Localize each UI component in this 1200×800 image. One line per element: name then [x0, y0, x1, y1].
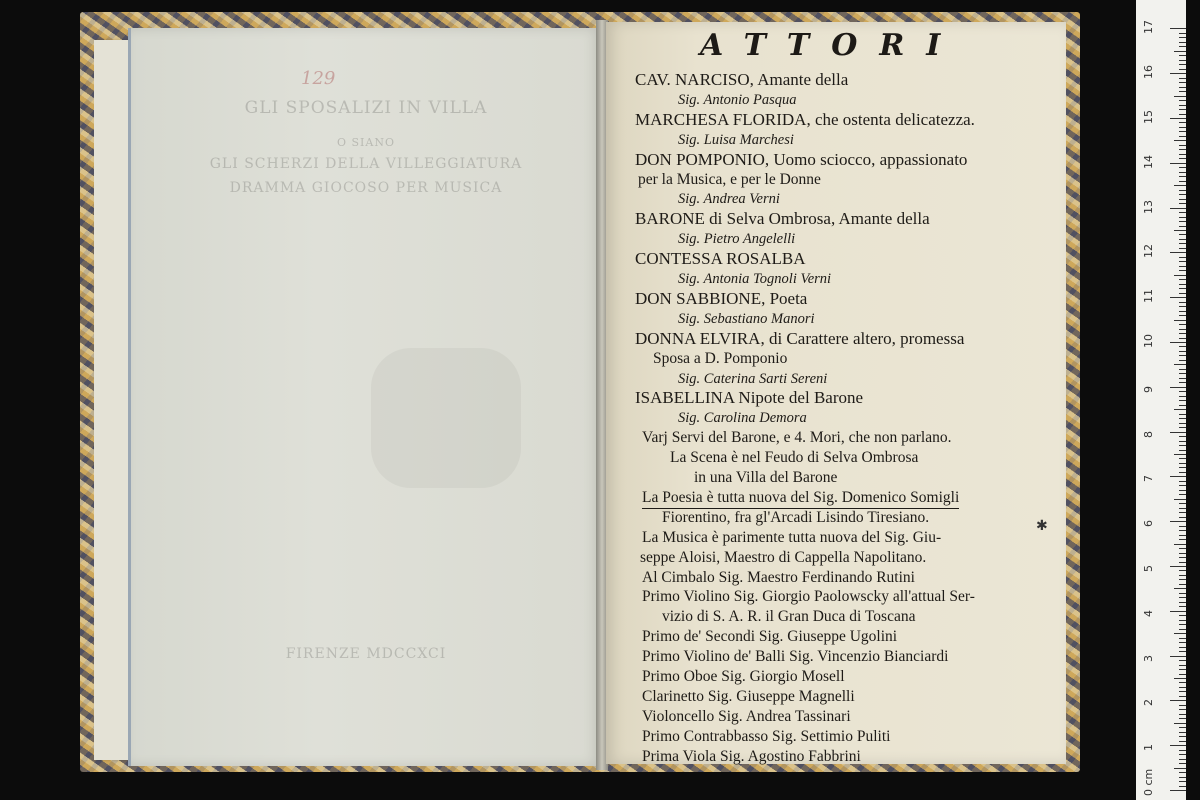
ruler-minor-tick: [1174, 96, 1186, 97]
ruler-label: 11: [1142, 289, 1155, 304]
ruler-minor-tick: [1179, 763, 1186, 764]
cast-line-note: Varj Servi del Barone, e 4. Mori, che non parlano.: [642, 429, 952, 447]
cast-line-role: BARONE di Selva Ombrosa, Amante della: [635, 209, 930, 229]
cast-line-orch: Prima Viola Sig. Agostino Fabbrini: [642, 747, 861, 765]
ruler-minor-tick: [1179, 557, 1186, 558]
ruler-minor-tick: [1179, 149, 1186, 150]
ruler-minor-tick: [1179, 333, 1186, 334]
ruler-minor-tick: [1179, 418, 1186, 419]
ruler-minor-tick: [1174, 320, 1186, 321]
ruler-minor-tick: [1179, 535, 1186, 536]
cast-line-role: DON SABBIONE, Poeta: [635, 288, 808, 308]
cast-line-actor: Sig. Caterina Sarti Sereni: [678, 370, 828, 387]
ruler-minor-tick: [1179, 391, 1186, 392]
ruler-label: 1: [1142, 744, 1155, 752]
show-through-imprint: FIRENZE MDCCXCI: [285, 646, 447, 662]
ruler-major-tick: [1170, 700, 1186, 701]
cast-line-note: Fiorentino, fra gl'Arcadi Lisindo Tiresiano.: [662, 508, 930, 526]
ruler-minor-tick: [1179, 257, 1186, 258]
ruler-label: 0 cm: [1142, 768, 1155, 796]
ruler-minor-tick: [1179, 382, 1186, 383]
ruler-minor-tick: [1179, 718, 1186, 719]
ruler-label: 9: [1142, 385, 1155, 393]
ruler-minor-tick: [1179, 100, 1186, 101]
ruler-minor-tick: [1179, 423, 1186, 424]
ruler-minor-tick: [1179, 414, 1186, 415]
cast-line-actor: Sig. Antonio Pasqua: [678, 91, 797, 108]
ruler-minor-tick: [1179, 647, 1186, 648]
ruler-major-tick: [1170, 73, 1186, 74]
ruler-minor-tick: [1174, 633, 1186, 634]
show-through-line: O SIANO: [337, 136, 395, 149]
ruler-minor-tick: [1179, 584, 1186, 585]
ruler-minor-tick: [1174, 454, 1186, 455]
cast-line-actor: Sig. Andrea Verni: [678, 191, 780, 208]
ruler-minor-tick: [1179, 315, 1186, 316]
ruler-minor-tick: [1179, 55, 1186, 56]
ruler-minor-tick: [1179, 682, 1186, 683]
ruler-minor-tick: [1174, 409, 1186, 410]
ruler-minor-tick: [1179, 378, 1186, 379]
ruler-minor-tick: [1179, 709, 1186, 710]
show-through-emblem: [371, 348, 521, 488]
ruler-minor-tick: [1179, 485, 1186, 486]
ruler-minor-tick: [1179, 490, 1186, 491]
ruler-minor-tick: [1179, 629, 1186, 630]
ruler-minor-tick: [1179, 60, 1186, 61]
measuring-ruler: [1136, 0, 1186, 800]
ruler-minor-tick: [1179, 69, 1186, 70]
ruler-label: 5: [1142, 565, 1155, 572]
ruler-minor-tick: [1179, 64, 1186, 65]
ruler-minor-tick: [1179, 691, 1186, 692]
ruler-minor-tick: [1179, 481, 1186, 482]
ruler-minor-tick: [1179, 427, 1186, 428]
ruler-major-tick: [1170, 252, 1186, 253]
left-page: [128, 28, 601, 766]
ruler-major-tick: [1170, 790, 1186, 791]
ruler-minor-tick: [1179, 306, 1186, 307]
ruler-minor-tick: [1179, 539, 1186, 540]
cast-line-role: DONNA ELVIRA, di Carattere altero, promessa: [635, 328, 965, 348]
ruler-minor-tick: [1179, 777, 1186, 778]
ruler-minor-tick: [1179, 508, 1186, 509]
ruler-minor-tick: [1179, 548, 1186, 549]
ruler-minor-tick: [1179, 732, 1186, 733]
ruler-minor-tick: [1179, 445, 1186, 446]
ruler-minor-tick: [1179, 199, 1186, 200]
ruler-minor-tick: [1179, 329, 1186, 330]
ruler-label: 17: [1142, 20, 1155, 35]
ruler-minor-tick: [1179, 674, 1186, 675]
ruler-minor-tick: [1179, 302, 1186, 303]
ruler-minor-tick: [1179, 234, 1186, 235]
ruler-minor-tick: [1179, 373, 1186, 374]
cast-line-actor: Sig. Pietro Angelelli: [678, 231, 796, 248]
ruler-minor-tick: [1179, 248, 1186, 249]
ruler-minor-tick: [1179, 651, 1186, 652]
margin-star: ✱: [1036, 518, 1048, 534]
ruler-minor-tick: [1179, 266, 1186, 267]
cast-line-role: ISABELLINA Nipote del Barone: [635, 388, 864, 408]
ruler-major-tick: [1170, 432, 1186, 433]
cast-line-orch: Al Cimbalo Sig. Maestro Ferdinando Rutini: [642, 568, 915, 586]
cast-line-actor: Sig. Sebastiano Manori: [678, 310, 815, 327]
ruler-minor-tick: [1179, 405, 1186, 406]
ruler-minor-tick: [1179, 221, 1186, 222]
ruler-minor-tick: [1179, 494, 1186, 495]
ruler-minor-tick: [1179, 109, 1186, 110]
ruler-minor-tick: [1179, 288, 1186, 289]
show-through-line: GLI SCHERZI DELLA VILLEGGIATURA: [209, 156, 523, 172]
ruler-major-tick: [1170, 745, 1186, 746]
ruler-minor-tick: [1179, 781, 1186, 782]
ruler-minor-tick: [1179, 127, 1186, 128]
ruler-label: 12: [1142, 244, 1155, 259]
ruler-minor-tick: [1174, 140, 1186, 141]
ruler-minor-tick: [1179, 754, 1186, 755]
ruler-minor-tick: [1179, 665, 1186, 666]
ruler-minor-tick: [1179, 638, 1186, 639]
ruler-minor-tick: [1179, 172, 1186, 173]
ruler-minor-tick: [1174, 768, 1186, 769]
ruler-minor-tick: [1179, 243, 1186, 244]
ruler-minor-tick: [1179, 145, 1186, 146]
ruler-minor-tick: [1179, 261, 1186, 262]
ruler-minor-tick: [1179, 154, 1186, 155]
ruler-minor-tick: [1179, 467, 1186, 468]
cast-line-actor: Sig. Carolina Demora: [678, 410, 807, 427]
ruler-major-tick: [1170, 28, 1186, 29]
ruler-minor-tick: [1179, 42, 1186, 43]
ruler-minor-tick: [1179, 239, 1186, 240]
ruler-minor-tick: [1179, 158, 1186, 159]
cast-line-orch: vizio di S. A. R. il Gran Duca di Toscana: [662, 608, 916, 626]
ruler-minor-tick: [1174, 364, 1186, 365]
ruler-minor-tick: [1179, 338, 1186, 339]
ruler-minor-tick: [1179, 311, 1186, 312]
ruler-minor-tick: [1179, 553, 1186, 554]
ruler-minor-tick: [1179, 87, 1186, 88]
ruler-minor-tick: [1179, 194, 1186, 195]
cast-line-note: La Musica è parimente tutta nuova del Sig. Giu-: [642, 528, 942, 546]
ruler-minor-tick: [1179, 597, 1186, 598]
ruler-minor-tick: [1179, 167, 1186, 168]
ruler-major-tick: [1170, 656, 1186, 657]
ruler-minor-tick: [1179, 727, 1186, 728]
ruler-minor-tick: [1179, 217, 1186, 218]
cast-line-cont: Sposa a D. Pomponio: [653, 349, 788, 367]
cast-line-actor: Sig. Antonia Tognoli Verni: [678, 271, 832, 287]
ruler-label: 10: [1142, 334, 1155, 348]
ruler-major-tick: [1170, 566, 1186, 567]
ruler-minor-tick: [1179, 606, 1186, 607]
ruler-major-tick: [1170, 521, 1186, 522]
cast-line-orch: Primo de' Secondi Sig. Giuseppe Ugolini: [642, 628, 898, 646]
ruler-minor-tick: [1179, 772, 1186, 773]
ruler-minor-tick: [1179, 46, 1186, 47]
ruler-minor-tick: [1179, 450, 1186, 451]
ruler-minor-tick: [1179, 369, 1186, 370]
cast-line-note: La Poesia è tutta nuova del Sig. Domenico Somigli: [642, 488, 959, 509]
ruler-minor-tick: [1174, 678, 1186, 679]
ruler-minor-tick: [1179, 750, 1186, 751]
cast-line-orch: Primo Violino de' Balli Sig. Vincenzio Bianciardi: [642, 648, 949, 666]
ruler-minor-tick: [1179, 284, 1186, 285]
cast-line-orch: Clarinetto Sig. Giuseppe Magnelli: [642, 687, 855, 705]
ruler-minor-tick: [1179, 705, 1186, 706]
ruler-minor-tick: [1179, 176, 1186, 177]
ruler-minor-tick: [1174, 544, 1186, 545]
ruler-minor-tick: [1179, 669, 1186, 670]
ruler-minor-tick: [1179, 355, 1186, 356]
ruler-minor-tick: [1179, 441, 1186, 442]
cast-line-cont: per la Musica, e per le Donne: [638, 170, 821, 188]
show-through-title: GLI SPOSALIZI IN VILLA: [244, 98, 488, 118]
ruler-minor-tick: [1179, 270, 1186, 271]
cast-line-role: CONTESSA ROSALBA: [635, 249, 806, 269]
ruler-minor-tick: [1179, 570, 1186, 571]
ruler-minor-tick: [1179, 279, 1186, 280]
ruler-minor-tick: [1179, 396, 1186, 397]
ruler-label: 16: [1142, 65, 1155, 80]
show-through-line: DRAMMA GIOCOSO PER MUSICA: [229, 180, 503, 196]
ruler-minor-tick: [1174, 588, 1186, 589]
ruler-minor-tick: [1179, 226, 1186, 227]
ruler-major-tick: [1170, 163, 1186, 164]
ruler-minor-tick: [1179, 351, 1186, 352]
ruler-minor-tick: [1179, 82, 1186, 83]
pencil-mark: 129: [301, 68, 336, 89]
ruler-minor-tick: [1174, 185, 1186, 186]
ruler-minor-tick: [1179, 37, 1186, 38]
ruler-label: 7: [1142, 475, 1155, 483]
ruler-major-tick: [1170, 118, 1186, 119]
ruler-minor-tick: [1179, 436, 1186, 437]
ruler-minor-tick: [1179, 615, 1186, 616]
ruler-minor-tick: [1179, 696, 1186, 697]
ruler-minor-tick: [1179, 786, 1186, 787]
ruler-minor-tick: [1179, 293, 1186, 294]
cast-line-orch: Primo Oboe Sig. Giorgio Mosell: [642, 668, 845, 685]
ruler-minor-tick: [1179, 190, 1186, 191]
cast-line-note: in una Villa del Barone: [694, 469, 838, 486]
ruler-minor-tick: [1179, 131, 1186, 132]
ruler-label: 4: [1142, 609, 1155, 617]
cast-line-note: seppe Aloisi, Maestro di Cappella Napolitano.: [640, 548, 927, 566]
ruler-minor-tick: [1179, 593, 1186, 594]
ruler-minor-tick: [1179, 714, 1186, 715]
ruler-minor-tick: [1179, 472, 1186, 473]
ruler-minor-tick: [1179, 114, 1186, 115]
ruler-minor-tick: [1179, 324, 1186, 325]
ruler-major-tick: [1170, 208, 1186, 209]
ruler-major-tick: [1170, 611, 1186, 612]
page-heading: ATTORI: [700, 28, 963, 63]
ruler-minor-tick: [1174, 723, 1186, 724]
ruler-minor-tick: [1174, 275, 1186, 276]
ruler-minor-tick: [1179, 181, 1186, 182]
ruler-minor-tick: [1179, 530, 1186, 531]
ruler-major-tick: [1170, 476, 1186, 477]
ruler-minor-tick: [1179, 458, 1186, 459]
ruler-minor-tick: [1179, 602, 1186, 603]
cast-line-role: MARCHESA FLORIDA, che ostenta delicatezza.: [635, 109, 975, 129]
ruler-minor-tick: [1179, 136, 1186, 137]
cast-line-role: DON POMPONIO, Uomo sciocco, appassionato: [635, 149, 968, 169]
ruler-minor-tick: [1179, 463, 1186, 464]
ruler-minor-tick: [1179, 105, 1186, 106]
ruler-minor-tick: [1179, 346, 1186, 347]
ruler-major-tick: [1170, 387, 1186, 388]
ruler-minor-tick: [1174, 499, 1186, 500]
ruler-minor-tick: [1179, 517, 1186, 518]
ruler-minor-tick: [1179, 400, 1186, 401]
ruler-minor-tick: [1179, 620, 1186, 621]
ruler-minor-tick: [1179, 91, 1186, 92]
ruler-major-tick: [1170, 297, 1186, 298]
ruler-label: 13: [1142, 199, 1155, 214]
cast-line-orch: Primo Contrabbasso Sig. Settimio Puliti: [642, 727, 891, 745]
cast-line-note: La Scena è nel Feudo di Selva Ombrosa: [670, 449, 919, 467]
ruler-label: 2: [1142, 699, 1155, 707]
ruler-label: 14: [1142, 154, 1155, 169]
ruler-minor-tick: [1179, 624, 1186, 625]
ruler-minor-tick: [1179, 579, 1186, 580]
ruler-minor-tick: [1179, 512, 1186, 513]
ruler-label: 3: [1142, 654, 1155, 662]
ruler-minor-tick: [1179, 526, 1186, 527]
ruler-label: 8: [1142, 430, 1155, 438]
ruler-minor-tick: [1179, 759, 1186, 760]
ruler-minor-tick: [1179, 33, 1186, 34]
ruler-minor-tick: [1174, 51, 1186, 52]
cast-line-orch: Primo Violino Sig. Giorgio Paolowscky all'attual Ser-: [642, 588, 975, 606]
ruler-minor-tick: [1179, 212, 1186, 213]
ruler-minor-tick: [1179, 360, 1186, 361]
ruler-minor-tick: [1179, 741, 1186, 742]
ruler-label: 6: [1142, 520, 1155, 528]
cast-line-orch: Violoncello Sig. Andrea Tassinari: [642, 707, 851, 725]
ruler-minor-tick: [1179, 736, 1186, 737]
ruler-label: 15: [1142, 110, 1155, 124]
ruler-minor-tick: [1174, 230, 1186, 231]
ruler-minor-tick: [1179, 78, 1186, 79]
ruler-minor-tick: [1179, 203, 1186, 204]
cast-line-role: CAV. NARCISO, Amante della: [635, 70, 849, 89]
ruler-minor-tick: [1179, 642, 1186, 643]
ruler-minor-tick: [1179, 660, 1186, 661]
ruler-minor-tick: [1179, 122, 1186, 123]
cast-line-actor: Sig. Luisa Marchesi: [678, 131, 794, 148]
ruler-minor-tick: [1179, 503, 1186, 504]
ruler-minor-tick: [1179, 575, 1186, 576]
ruler-minor-tick: [1179, 562, 1186, 563]
ruler-minor-tick: [1179, 687, 1186, 688]
ruler-major-tick: [1170, 342, 1186, 343]
